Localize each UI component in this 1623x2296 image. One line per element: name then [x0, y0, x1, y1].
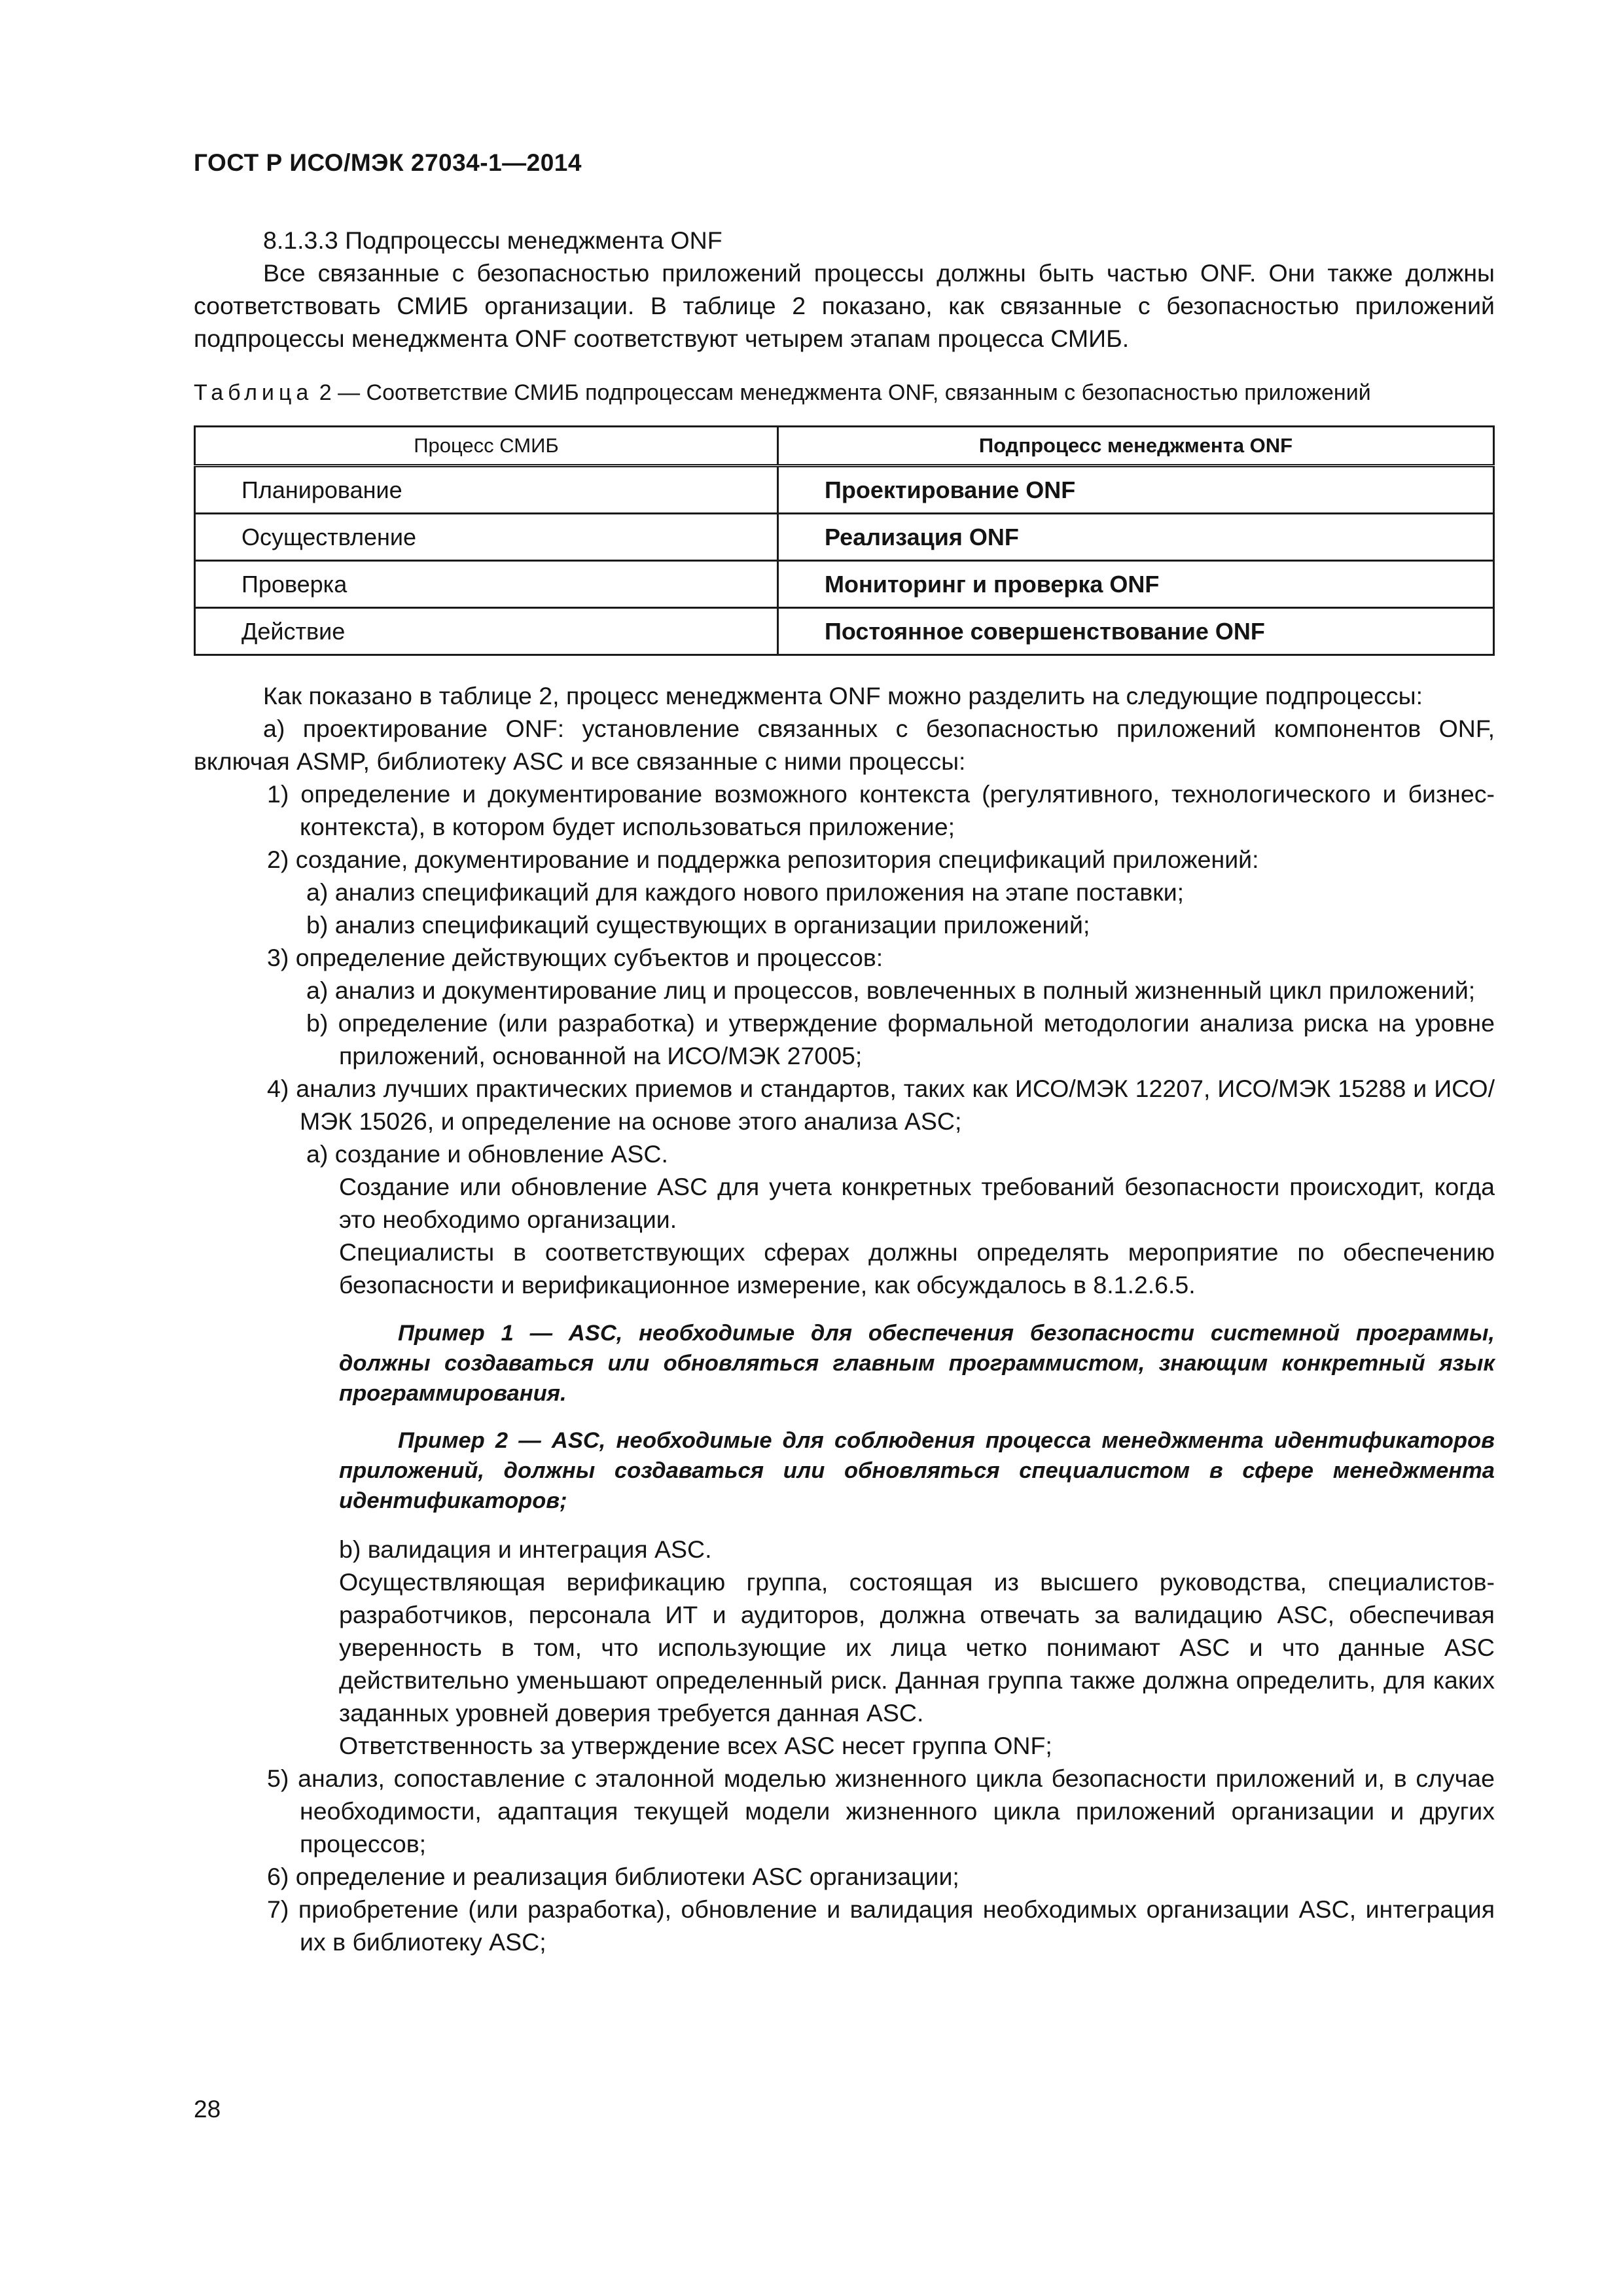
table-header-isms-process: Процесс СМИБ [195, 427, 778, 466]
isms-onf-table [194, 425, 1495, 656]
list-item-6: 6) определение и реализация библиотеки ASC организации; [267, 1863, 959, 1890]
example-2-text: Пример 2 — ASC, необходимые для соблюдения процесса менеджмента идентификаторов приложений, должны создаваться или обновляться специалистом в сфере менеджмента идентификаторов; [339, 1428, 1495, 1513]
table-cell-onf: Постоянное совершенствование ONF [778, 608, 1494, 655]
example-1 [194, 1318, 1495, 1408]
list-item-5: 5) анализ, сопоставление с эталонной моделью жизненного цикла безопасности приложений и, в случае необходимости, адаптация текущей модели жизненного цикла приложений организации и других процессов; [267, 1765, 1495, 1857]
table-cell-isms: Проверка [195, 561, 778, 608]
list-item-7: 7) приобретение (или разработка), обновление и валидация необходимых организации ASC, интеграция их в библиотеку ASC; [267, 1895, 1495, 1956]
document-header: ГОСТ Р ИСО/МЭК 27034-1—2014 [194, 149, 582, 176]
list-item-2b: b) анализ спецификаций существующих в организации приложений; [306, 911, 1090, 939]
paragraph-after-table: Как показано в таблице 2, процесс менеджмента ONF можно разделить на следующие подпроцессы: [263, 682, 1423, 709]
list-item-4a-text-1: Создание или обновление ASC для учета конкретных требований безопасности происходит, когда это необходимо организации. [339, 1173, 1495, 1233]
list-item-4b: b) валидация и интеграция ASC. [339, 1535, 712, 1563]
example-1-text: Пример 1 — ASC, необходимые для обеспечения безопасности системной программы, должны создаваться или обновляться главным программистом, знающим конкретный язык программирования. [339, 1321, 1495, 1406]
list-item-3b: b) определение (или разработка) и утверждение формальной методологии анализа риска на уровне приложений, основанной на ИСО/МЭК 27005; [306, 1009, 1495, 1069]
table-cell-isms: Осуществление [195, 514, 778, 561]
page-content [194, 224, 1495, 1958]
table-cell-onf: Проектирование ONF [778, 466, 1494, 514]
table-cell-isms: Планирование [195, 466, 778, 514]
list-item-4a: a) создание и обновление ASC. [306, 1140, 668, 1168]
section-heading: 8.1.3.3 Подпроцессы менеджмента ONF [263, 226, 722, 254]
list-item-3: 3) определение действующих субъектов и процессов: [267, 944, 883, 971]
list-item-4a-text-2: Специалисты в соответствующих сферах должны определять мероприятие по обеспечению безопасности и верификационное измерение, как обсуждалось в 8.1.2.6.5. [339, 1238, 1495, 1299]
table-header-onf-subprocess: Подпроцесс менеджмента ONF [778, 427, 1494, 466]
list-item-2a: a) анализ спецификаций для каждого нового приложения на этапе поставки; [306, 878, 1185, 906]
example-2 [194, 1426, 1495, 1516]
list-item-4: 4) анализ лучших практических приемов и стандартов, таких как ИСО/МЭК 12207, ИСО/МЭК 15288 и ИСО/МЭК 15026, и определение на основе этого анализа ASC; [267, 1075, 1495, 1135]
table-row [195, 561, 1494, 608]
page-number: 28 [194, 2096, 221, 2123]
section-intro: Все связанные с безопасностью приложений процессы должны быть частью ONF. Они также должны соответствовать СМИБ организации. В таблице 2 показано, как связанные с безопасностью приложений подпроцессы менеджмента ONF соответствуют четырем этапам процесса СМИБ. [194, 259, 1495, 352]
table-caption-label: Таблица [194, 380, 313, 405]
table-cell-onf: Мониторинг и проверка ONF [778, 561, 1494, 608]
table-cell-onf: Реализация ONF [778, 514, 1494, 561]
table-row [195, 608, 1494, 655]
table-row [195, 514, 1494, 561]
table-caption-text: 2 — Соответствие СМИБ подпроцессам менеджмента ONF, связанным с безопасностью приложений [313, 380, 1371, 405]
table-header-row [195, 427, 1494, 466]
list-item-3a: a) анализ и документирование лиц и процессов, вовлеченных в полный жизненный цикл приложений; [306, 977, 1476, 1004]
table-caption [194, 378, 1495, 407]
table-row [195, 466, 1494, 514]
list-item-a: а) проектирование ONF: установление связанных с безопасностью приложений компонентов ONF, включая ASMP, библиотеку ASC и все связанные с ними процессы: [194, 715, 1495, 775]
list-item-2: 2) создание, документирование и поддержка репозитория спецификаций приложений: [267, 846, 1259, 873]
list-item-4b-text-2: Ответственность за утверждение всех ASC несет группа ONF; [339, 1732, 1052, 1759]
list-item-4b-text-1: Осуществляющая верификацию группа, состоящая из высшего руководства, специалистов-разработчиков, персонала ИТ и аудиторов, должна отвечать за валидацию ASC, обеспечивая уверенность в том, что использующие их лица четко понимают ASC и что данные ASC действительно уменьшают определенный риск. Данная группа также должна определить, для каких заданных уровней доверия требуется данная ASC. [339, 1568, 1495, 1727]
list-item-1: 1) определение и документирование возможного контекста (регулятивного, технологического и бизнес-контекста), в котором будет использоваться приложение; [267, 780, 1495, 840]
table-cell-isms: Действие [195, 608, 778, 655]
